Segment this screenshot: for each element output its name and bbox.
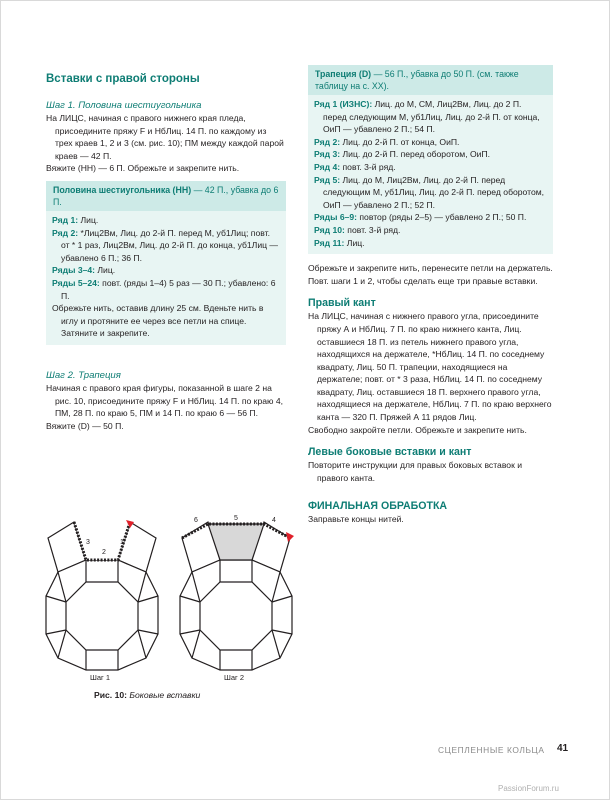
edge-label: 1	[120, 539, 124, 546]
row-text: Лиц. до 2-й П. перед оборотом, ОиП.	[340, 149, 491, 160]
edge-label: 5	[234, 515, 238, 522]
diagram-step2	[180, 522, 294, 670]
row-label: Ряд 2:	[52, 227, 79, 238]
right-column	[308, 65, 553, 526]
instruction-row: Обрежьте нить, оставив длину 25 см. Вденьте нить в иглу и протяните ее через все петли на спице. Затяните и закрепите.	[52, 303, 264, 339]
instruction-row	[52, 214, 280, 227]
row-label: Ряд 11:	[314, 237, 345, 248]
body-para: Повторите инструкции для правых боковых вставок и правого канта.	[308, 460, 523, 483]
instruction-row	[314, 136, 547, 149]
step2-title: Шаг 2. Трапеция	[46, 369, 121, 381]
row-label: Ряды 3–4:	[52, 265, 96, 276]
step1-para: Вяжите (НН) — 6 П. Обрежьте и закрепите нить.	[46, 163, 240, 174]
row-label: Ряд 3:	[314, 149, 341, 160]
instruction-row	[314, 224, 547, 237]
row-text: *Лиц2Вм, Лиц. до 2-й П. перед М, уб1Лиц; повт. от * 1 раз, Лиц2Вм, Лиц. до 2-й П. до конца, уб1Лиц — убавлено 6 П.; 36 П.	[61, 227, 279, 263]
body-para: Повт. шаги 1 и 2, чтобы сделать еще три правые вставки.	[308, 275, 538, 286]
section-title-left-edge: Левые боковые вставки и кант	[308, 446, 472, 459]
section-title-finish: ФИНАЛЬНАЯ ОБРАБОТКА	[308, 500, 448, 513]
body-para: На ЛИЦС, начиная с нижнего правого угла, присоедините пряжу А и НбЛиц. 7 П. по краю нижнего канта, Лиц. оставшиеся 18 П. из петель нижнего правого угла, находящихся на держателе, *НбЛиц. 14 П. по соседнему квадрату, Лиц. 50 П. трапеции, находящиеся на держателе; повт. от * 3 раза, НбЛиц. 14 П. по соседнему квадрату, Лиц. оставшиеся 18 П. верхнего правого угла, находящиеся на держателе, НбЛиц. 7 П. по краю верхнего канта — 320 П. Пряжей А 11 рядов Лиц.	[308, 311, 552, 423]
row-text: Лиц.	[344, 237, 365, 248]
watermark-text: PassionForum.ru	[498, 784, 559, 793]
left-column	[46, 72, 286, 432]
side-inserts-diagram	[40, 508, 300, 686]
row-text: повт. (ряды 1–4) 5 раз — 30 П.; убавлено: 6 П.	[61, 277, 276, 301]
body-para: Заправьте концы нитей.	[308, 514, 404, 525]
diagram-label-step1: Шаг 1	[90, 673, 111, 682]
row-text: Лиц.	[78, 214, 99, 225]
body-para: Свободно закройте петли. Обрежьте и закрепите нить.	[308, 424, 527, 435]
running-footer-title: СЦЕПЛЕННЫЕ КОЛЬЦА	[438, 745, 545, 755]
instruction-row	[52, 264, 280, 277]
box-body	[46, 211, 286, 345]
diagram-step1	[46, 520, 158, 670]
box-header-detail: — 56 П., убавка до 50 П. (см. также таблицу на с. XX).	[315, 69, 519, 91]
row-text: Лиц. до М, СМ, Лиц2Вм, Лиц. до 2 П. перед следующим М, уб1Лиц, Лиц. до 2-й П. от конца, ОиП — убавлено 2 П.; 54 П.	[323, 99, 540, 135]
instruction-row	[314, 161, 547, 174]
step1-title: Шаг 1. Половина шестиугольника	[46, 100, 202, 111]
row-label: Ряд 1 (ИЗНС):	[314, 99, 373, 109]
box-header	[308, 65, 553, 95]
step2-para: Вяжите (D) — 50 П.	[46, 420, 124, 431]
instruction-row	[314, 211, 547, 224]
caption-text: Боковые вставки	[127, 690, 201, 700]
instruction-row	[314, 174, 547, 212]
box-header-title: Трапеция (D)	[315, 69, 372, 79]
row-text: повт. 3-й ряд.	[344, 224, 401, 235]
row-label: Ряд 10:	[314, 224, 345, 235]
instruction-row	[314, 98, 547, 136]
row-text: Лиц.	[95, 265, 116, 276]
section-title-right-edge: Правый кант	[308, 297, 376, 310]
box-header-title: Половина шестиугольника (НН)	[53, 184, 192, 195]
instruction-box-trapezoid	[308, 65, 553, 254]
body-para: Обрежьте и закрепите нить, перенесите петли на держатель.	[308, 263, 553, 274]
edge-label: 3	[86, 539, 90, 546]
step2-para: Начиная с правого края фигуры, показанной в шаге 2 на рис. 10, присоедините пряжу F и НбЛиц. 14 П. по краю 4, ПМ, 28 П. по краю 5, ПМ и 14 П. по краю 6 — 56 П.	[46, 382, 283, 419]
row-label: Ряды 6–9:	[314, 212, 358, 223]
row-label: Ряд 2:	[314, 136, 341, 147]
row-label: Ряды 5–24:	[52, 277, 100, 288]
row-text: Лиц. до 2-й П. от конца, ОиП.	[340, 136, 460, 147]
row-text: Лиц. до М, Лиц2Вм, Лиц. до 2-й П. перед следующим М, уб1Лиц, Лиц. до 2-й П. перед оборотом, ОиП — убавлено 2 П.; 52 П.	[323, 174, 545, 210]
diagram-label-step2: Шаг 2	[224, 673, 245, 682]
instruction-box-hexagon	[46, 181, 286, 345]
instruction-row	[314, 148, 547, 161]
figure-caption	[94, 690, 200, 700]
instruction-row	[52, 227, 280, 265]
box-header	[46, 181, 286, 211]
edge-label: 4	[272, 517, 276, 524]
instruction-row	[52, 277, 280, 302]
row-label: Ряд 4:	[314, 161, 341, 172]
box-header-detail: — 42 П., убавка до 6 П.	[53, 184, 279, 207]
caption-label: Рис. 10:	[94, 690, 127, 700]
step1-para: На ЛИЦС, начиная с правого нижнего края пледа, присоедините пряжу F и НбЛиц. 14 П. по каждому из трех краев 1, 2 и 3 (см. рис. 10); ПМ между каждой парой краев — 42 П.	[46, 113, 284, 161]
instruction-row	[314, 237, 547, 250]
section-title-right-inserts: Вставки с правой стороны	[46, 73, 200, 85]
row-text: повтор (ряды 2–5) — убавлено 2 П.; 50 П.	[357, 212, 527, 223]
box-body	[308, 95, 553, 254]
edge-label: 2	[102, 549, 106, 556]
row-text: повт. 3-й ряд.	[340, 161, 396, 172]
edge-label: 6	[194, 517, 198, 524]
row-label: Ряд 1:	[52, 214, 79, 225]
page-number: 41	[557, 743, 569, 754]
row-label: Ряд 5:	[314, 174, 341, 185]
